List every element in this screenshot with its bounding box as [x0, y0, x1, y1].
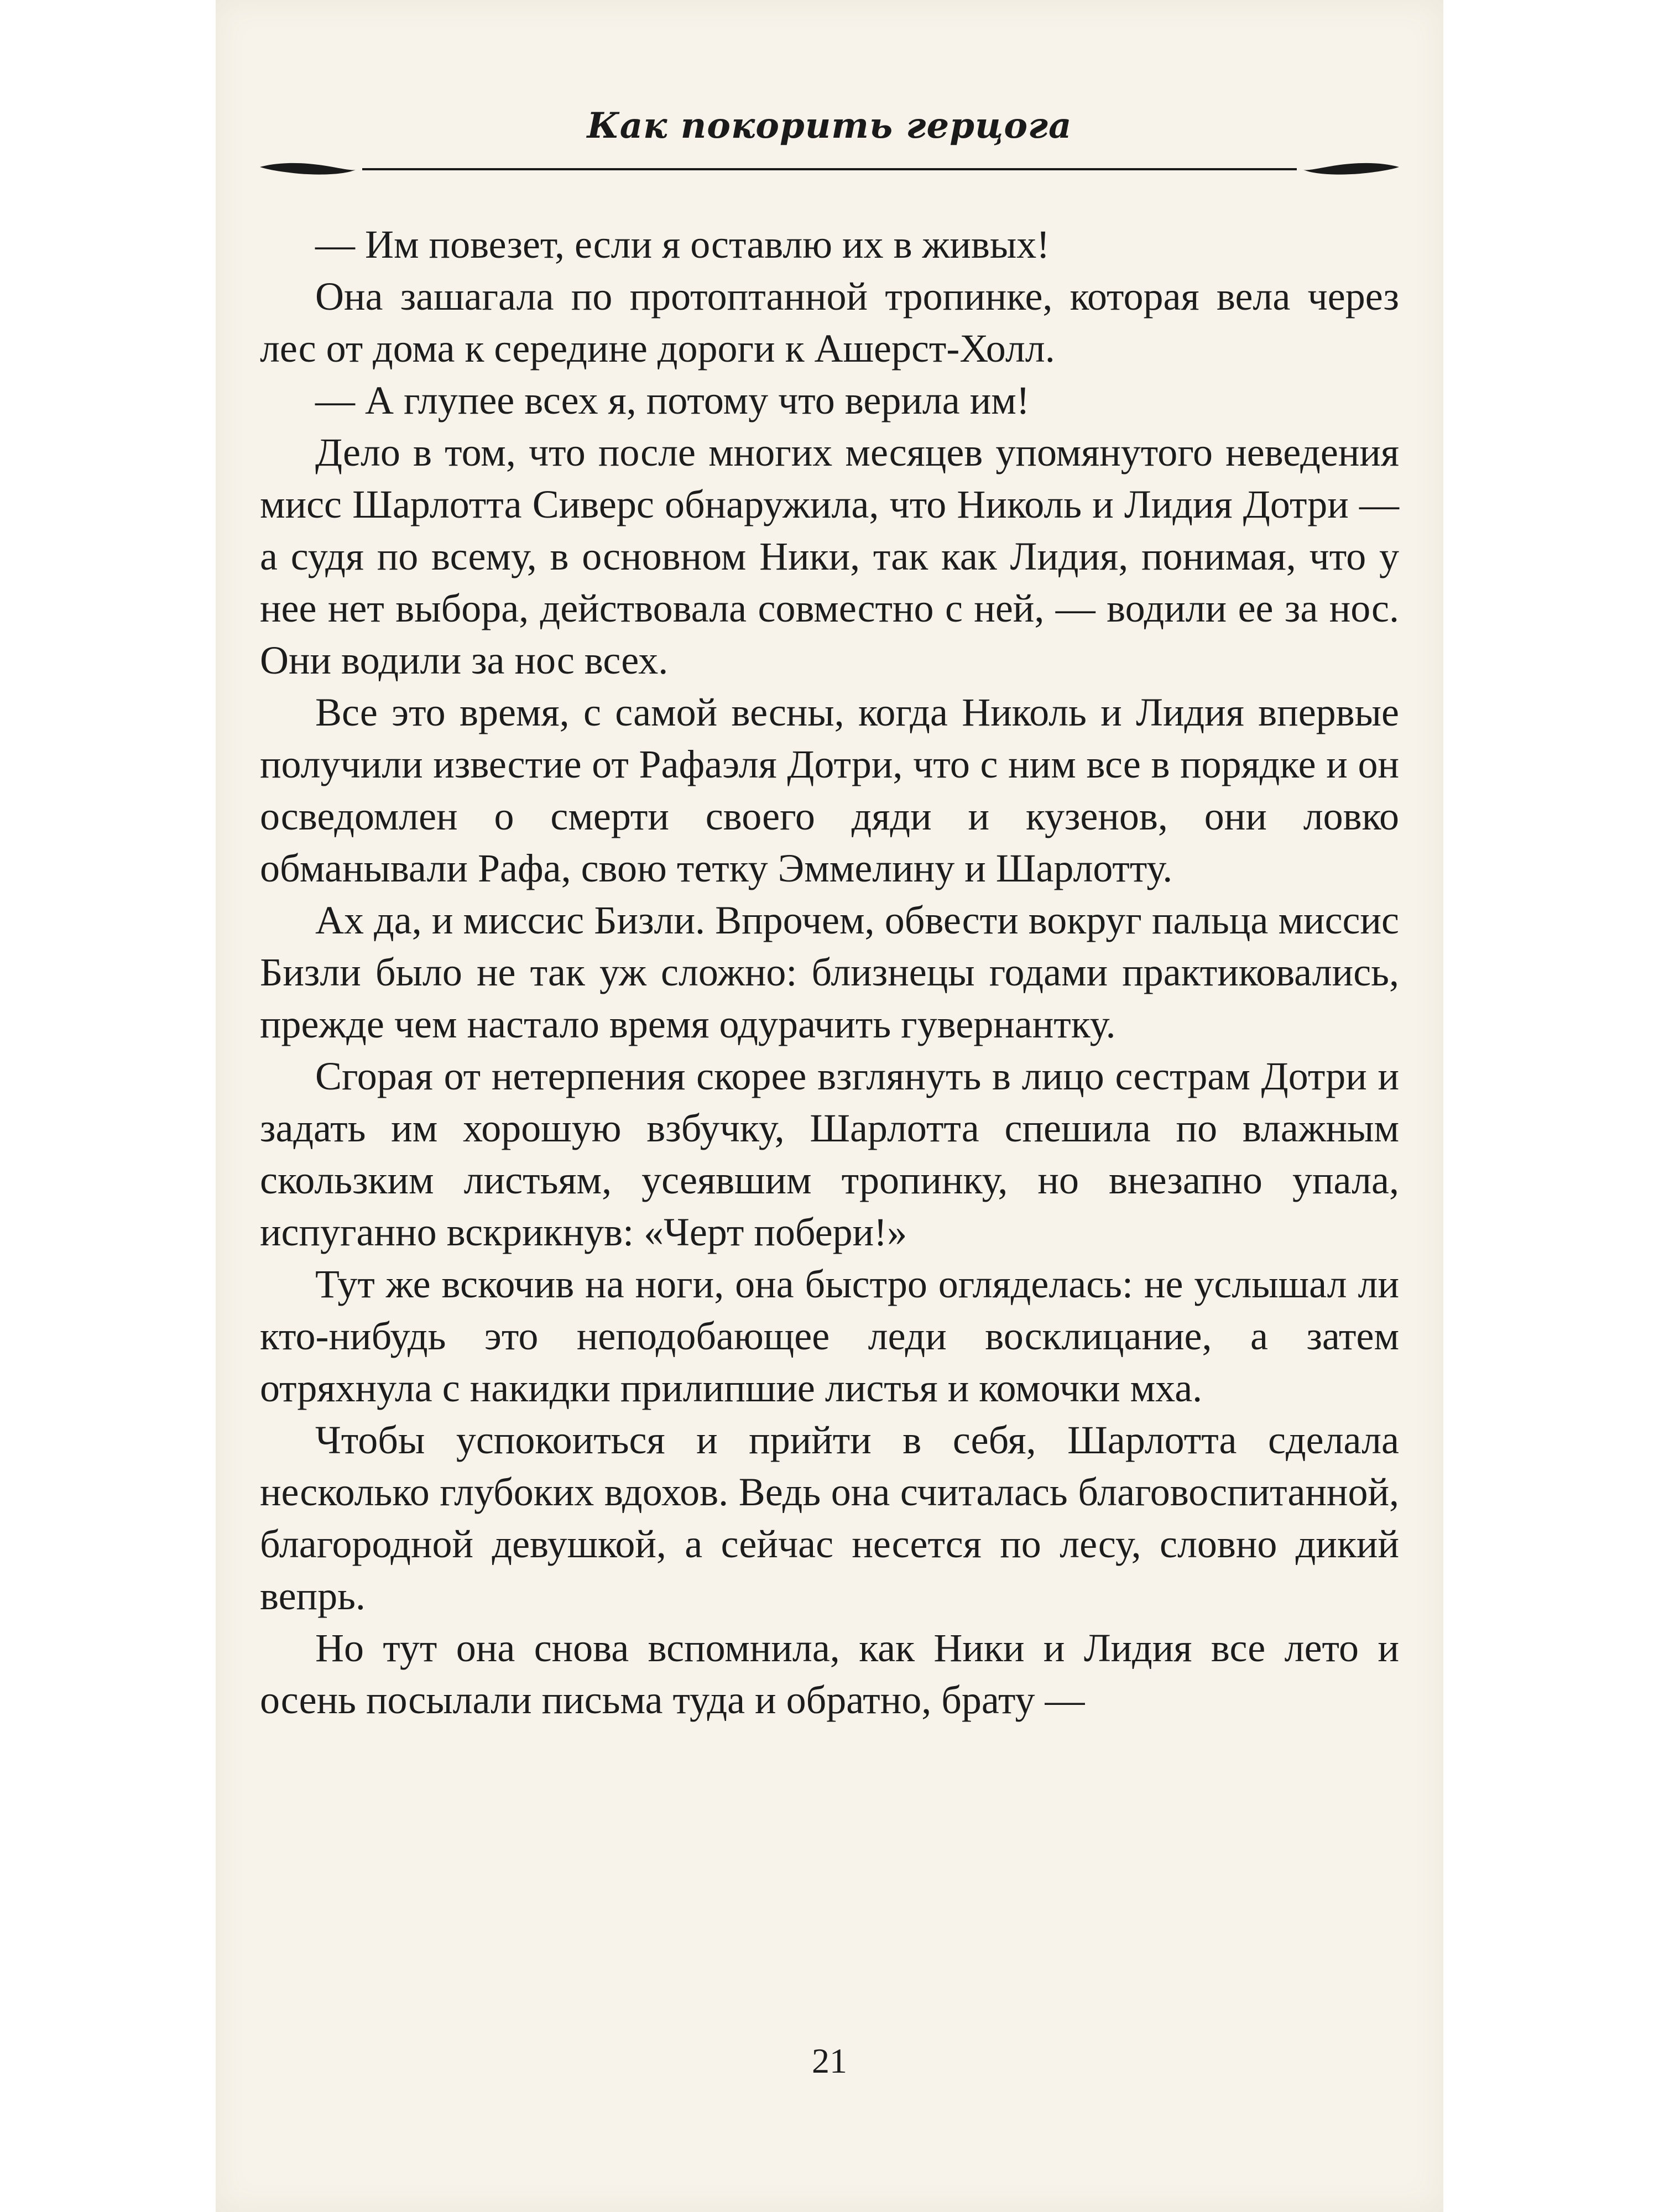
- ornamental-rule: [260, 155, 1399, 182]
- paragraph: Чтобы успокоиться и прийти в себя, Шарлотта сделала несколько глубоких вдохов. Ведь она считалась благовоспитанной, благородной девушкой, а сейчас несется по лесу, словно дикий вепрь.: [260, 1418, 1399, 1618]
- paragraph: — А глупее всех я, потому что верила им!: [315, 378, 1030, 422]
- paragraph: Но тут она снова вспомнила, как Ники и Лидия все лето и осень посылали письма туда и обратно, брату —: [260, 1626, 1399, 1722]
- right-flourish-icon: [1302, 163, 1399, 175]
- body-text: [260, 218, 1399, 1726]
- paragraph: Ах да, и миссис Бизли. Впрочем, обвести вокруг пальца миссис Бизли было не так уж сложно: близнецы годами практиковались, прежде чем настало время одурачить гувернантку.: [260, 898, 1399, 1046]
- paragraph: Тут же вскочив на ноги, она быстро огляделась: не услышал ли кто-нибудь это неподобающее леди восклицание, а затем отряхнула с накидки прилипшие листья и комочки мха.: [260, 1262, 1399, 1410]
- paragraph: Все это время, с самой весны, когда Николь и Лидия впервые получили известие от Рафаэля Дотри, что с ним все в порядке и он осведомлен о смерти своего дяди и кузенов, они ловко обманывали Рафа, свою тетку Эммелину и Шарлотту.: [260, 690, 1399, 890]
- paragraph: Дело в том, что после многих месяцев упомянутого неведения мисс Шарлотта Сиверс обнаружила, что Николь и Лидия Дотри — а судя по всему, в основном Ники, так как Лидия, понимая, что у нее нет выбора, действовала совместно с ней, — водили ее за нос. Они водили за нос всех.: [260, 430, 1399, 682]
- book-page: [216, 0, 1443, 2212]
- paragraph: Она зашагала по протоптанной тропинке, которая вела через лес от дома к середине дороги к Ашерст-Холл.: [260, 274, 1399, 371]
- paragraph: — Им повезет, если я оставлю их в живых!: [315, 222, 1050, 267]
- left-flourish-icon: [260, 163, 357, 175]
- page-number: 21: [812, 2041, 847, 2080]
- paragraph: Сгорая от нетерпения скорее взглянуть в лицо сестрам Дотри и задать им хорошую взбучку, Шарлотта спешила по влажным скользким листьям, усеявшим тропинку, но внезапно упала, испуганно вскрикнув: «Черт побери!»: [260, 1054, 1399, 1254]
- running-head: Как покорить герцога: [587, 105, 1072, 147]
